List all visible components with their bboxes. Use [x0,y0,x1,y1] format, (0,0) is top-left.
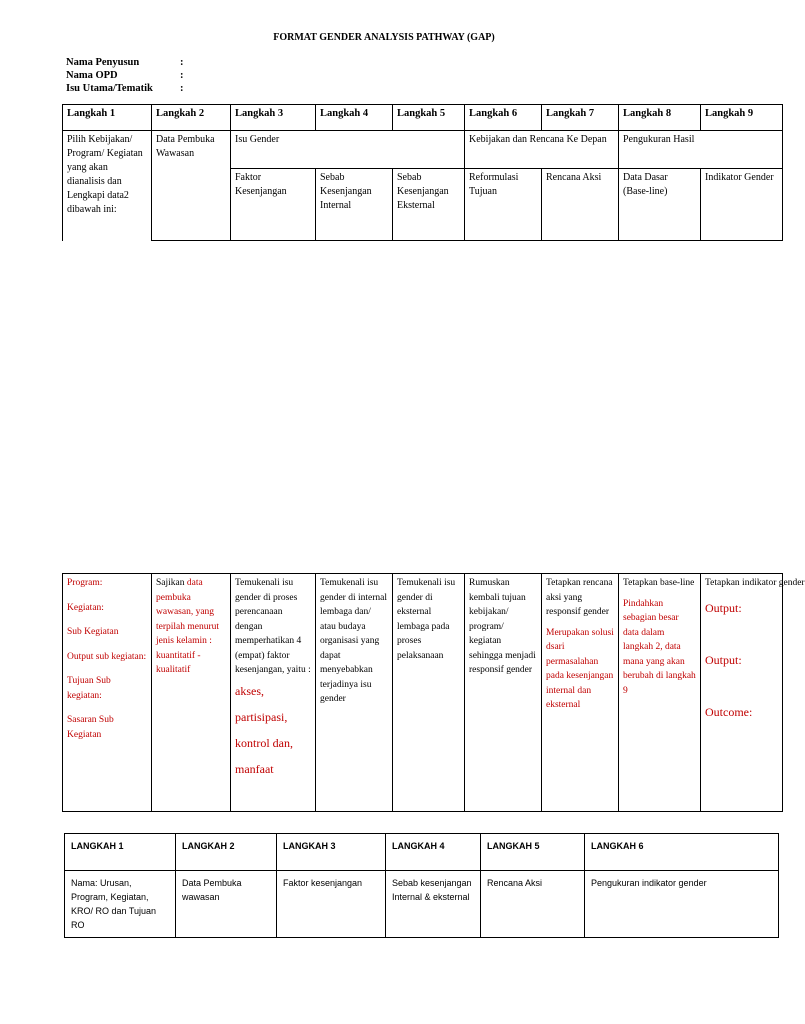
summary-data-pembuka-cell: Data Pembuka wawasan [176,871,277,938]
manfaat-label: manfaat [235,761,274,776]
kebijakan-rencana-cell: Kebijakan dan Rencana Ke Depan [465,131,619,169]
indikator-gender-cell: Indikator Gender [701,169,783,241]
sebab-internal-cell: Sebab Kesenjangan Internal [316,169,393,241]
langkah-3-header: Langkah 3 [231,105,316,131]
rencana-aksi-cell: Rencana Aksi [542,169,619,241]
meta-block [66,56,184,95]
faktor-kesenjangan-cell: Faktor Kesenjangan [231,169,316,241]
outcome-label: Outcome: [705,704,753,719]
data-dasar-cell: Data Dasar (Base-line) [619,169,701,241]
langkah-6-header: Langkah 6 [465,105,542,131]
summary-rencana-cell: Rencana Aksi [481,871,585,938]
pilih-kebijakan-cell: Pilih Kebijakan/ Program/ Kegiatan yang akan dianalisis dan Lengkapi data2 dibawah ini: [63,131,152,241]
pengukuran-hasil-cell: Pengukuran Hasil [619,131,783,169]
sajikan-cell: Sajikan data pembuka wawasan, yang terpilah menurut jenis kelamin : kuantitatif - kualitatif [152,574,231,812]
summary-langkah-6-header: LANGKAH 6 [585,834,779,871]
langkah-summary-table [64,833,779,938]
tujuan-sub-kegiatan-label: Tujuan Sub kegiatan: [67,676,111,701]
reformulasi-tujuan-cell: Reformulasi Tujuan [465,169,542,241]
akses-label: akses, [235,683,264,698]
data-pembuka-cell: Data Pembuka Wawasan [152,131,231,241]
tetapkan-indikator-cell: Tetapkan indikator gender Output: Output: Outcome: [701,574,783,812]
gap-instructions-table [62,573,805,812]
temukenali-proses-cell: Temukenali isu gender di proses perencanaan dengan memperhatikan 4 (empat) faktor kesenjangan, yaitu : akses, partisipasi, kontrol dan, manfaat [231,574,316,812]
summary-langkah-1-header: LANGKAH 1 [65,834,176,871]
program-list-cell [63,574,152,812]
summary-langkah-4-header: LANGKAH 4 [386,834,481,871]
kegiatan-label: Kegiatan: [67,602,104,613]
temukenali-eksternal-cell: Temukenali isu gender di eksternal lembaga pada proses pelaksanaan [393,574,465,812]
tetapkan-rencana-cell: Tetapkan rencana aksi yang responsif gender Merupakan solusi dsari permasalahan pada kesenjangan internal dan eksternal [542,574,619,812]
document-title: FORMAT GENDER ANALYSIS PATHWAY (GAP) [273,32,495,43]
sasaran-sub-kegiatan-label: Sasaran Sub Kegiatan [67,715,114,740]
gap-header-table [62,104,783,241]
program-label: Program: [67,578,103,588]
kontrol-label: kontrol dan, [235,735,293,750]
langkah-2-header: Langkah 2 [152,105,231,131]
solusi-note: Merupakan solusi dsari permasalahan pada kesenjangan internal dan eksternal [546,627,614,710]
langkah-4-header: Langkah 4 [316,105,393,131]
meta-nama-opd: Nama OPD : [66,70,184,81]
output-2-label: Output: [705,652,742,667]
summary-langkah-5-header: LANGKAH 5 [481,834,585,871]
langkah-1-header: Langkah 1 [63,105,152,131]
langkah-9-header: Langkah 9 [701,105,783,131]
output-1-label: Output: [705,600,742,615]
tetapkan-baseline-cell: Tetapkan base-line Pindahkan sebagian besar data dalam langkah 2, data mana yang akan berubah di langkah 9 [619,574,701,812]
rumuskan-tujuan-cell: Rumuskan kembali tujuan kebijakan/ program/ kegiatan sehingga menjadi responsif gender [465,574,542,812]
isu-gender-cell: Isu Gender [231,131,465,169]
sub-kegiatan-label: Sub Kegiatan [67,627,119,637]
temukenali-internal-cell: Temukenali isu gender di internal lembaga dan/ atau budaya organisasi yang dapat menyebabkan terjadinya isu gender [316,574,393,812]
output-sub-kegiatan-label: Output sub kegiatan: [67,651,147,662]
sebab-eksternal-cell: Sebab Kesenjangan Eksternal [393,169,465,241]
langkah-7-header: Langkah 7 [542,105,619,131]
meta-nama-penyusun: Nama Penyusun : [66,57,184,68]
langkah-5-header: Langkah 5 [393,105,465,131]
meta-isu-utama: Isu Utama/Tematik : [66,83,184,94]
partisipasi-label: partisipasi, [235,709,288,724]
summary-sebab-cell: Sebab kesenjangan Internal & eksternal [386,871,481,938]
langkah-8-header: Langkah 8 [619,105,701,131]
summary-nama-cell: Nama: Urusan, Program, Kegiatan, KRO/ RO dan Tujuan RO [65,871,176,938]
summary-langkah-3-header: LANGKAH 3 [277,834,386,871]
summary-langkah-2-header: LANGKAH 2 [176,834,277,871]
pindahkan-note: Pindahkan sebagian besar data dalam langkah 2, data mana yang akan berubah di langkah 9 [623,598,696,696]
summary-faktor-cell: Faktor kesenjangan [277,871,386,938]
summary-pengukuran-cell: Pengukuran indikator gender [585,871,779,938]
